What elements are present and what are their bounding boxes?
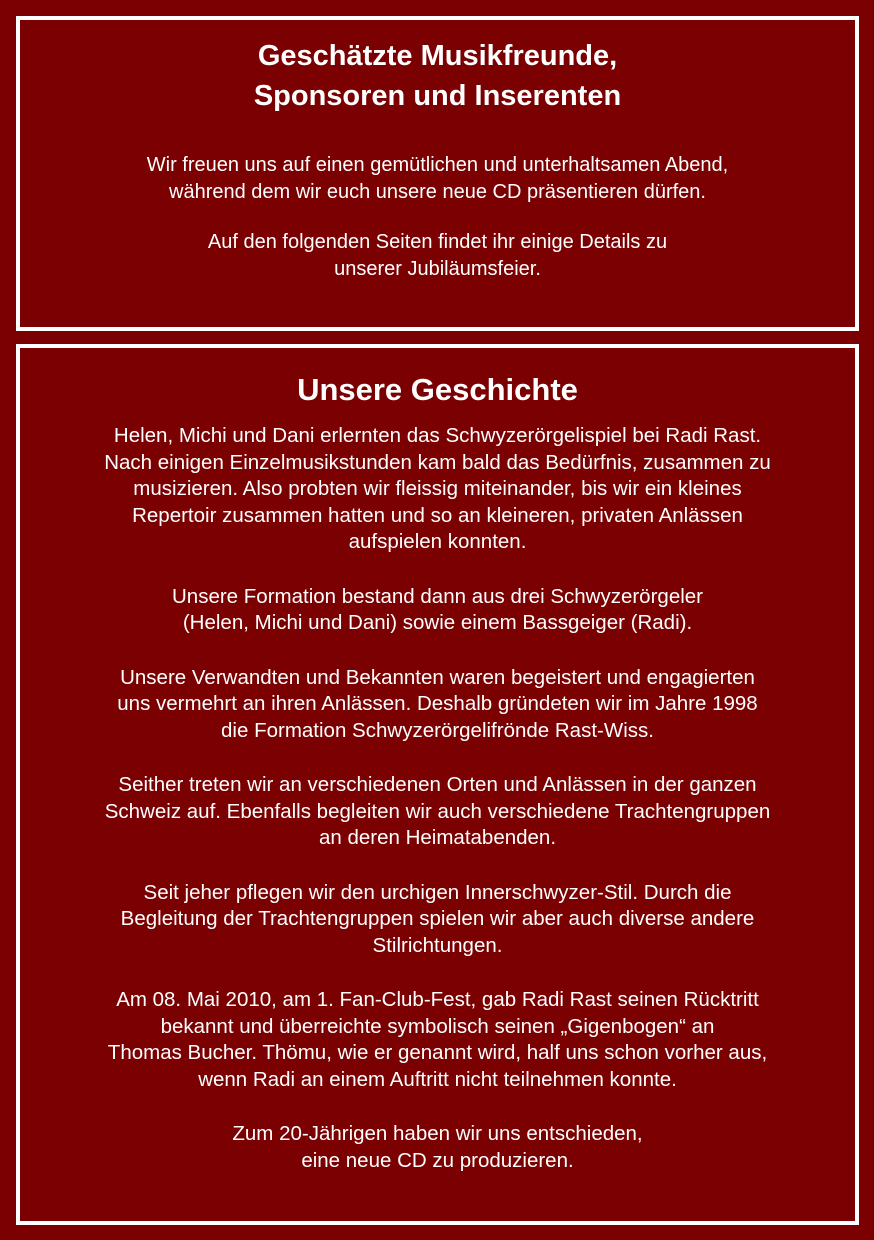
text-line: Schweiz auf. Ebenfalls begleiten wir auch verschiedene Trachtengruppen: [104, 799, 771, 823]
history-paragraph: [20, 880, 855, 960]
history-paragraph: [20, 423, 855, 556]
text-line: (Helen, Michi und Dani) sowie einem Bassgeiger (Radi).: [182, 611, 693, 634]
text-line: Seit jeher pflegen wir den urchigen Innerschwyzer-Stil. Durch die: [143, 880, 732, 904]
text-line: Stilrichtungen.: [372, 933, 503, 957]
text-line: während dem wir euch unsere neue CD präsentieren dürfen.: [169, 181, 706, 203]
text-line: wenn Radi an einem Auftritt nicht teilnehmen konnte.: [198, 1067, 677, 1091]
history-paragraph: [20, 987, 855, 1093]
text-line: Zum 20-Jährigen haben wir uns entschieden,: [232, 1122, 643, 1145]
greeting-title-line: Sponsoren und Inserenten: [253, 80, 622, 112]
history-panel: [16, 344, 859, 1225]
text-line: Unsere Formation bestand dann aus drei Schwyzerörgeler: [172, 584, 703, 608]
greeting-paragraph: [20, 152, 855, 206]
history-paragraph: [20, 665, 855, 745]
text-line: musizieren. Also probten wir fleissig miteinander, bis wir ein kleines: [133, 477, 742, 500]
greeting-body: [20, 152, 855, 283]
text-line: bekannt und überreichte symbolisch seinen „Gigenbogen“ an: [160, 1014, 715, 1038]
greeting-title-line: Geschätzte Musikfreunde,: [257, 40, 618, 72]
greeting-panel: [16, 16, 859, 331]
text-line: die Formation Schwyzerörgelifrönde Rast-Wiss.: [221, 718, 654, 742]
history-paragraph: [20, 772, 855, 852]
text-line: eine neue CD zu produzieren.: [301, 1148, 574, 1172]
text-line: Helen, Michi und Dani erlernten das Schwyzerörgelispiel bei Radi Rast.: [113, 424, 762, 447]
text-line: aufspielen konnten.: [348, 530, 527, 553]
text-line: Repertoir zusammen hatten und so an kleineren, privaten Anlässen: [132, 503, 743, 527]
text-line: Nach einigen Einzelmusikstunden kam bald das Bedürfnis, zusammen zu: [104, 450, 771, 474]
history-paragraph: [20, 584, 855, 637]
text-line: Wir freuen uns auf einen gemütlichen und unterhaltsamen Abend,: [146, 154, 729, 176]
history-paragraph: [20, 1121, 855, 1174]
history-title: Unsere Geschichte: [297, 372, 578, 407]
text-line: Am 08. Mai 2010, am 1. Fan-Club-Fest, gab Radi Rast seinen Rücktritt: [116, 988, 759, 1011]
text-line: Unsere Verwandten und Bekannten waren begeistert und engagierten: [120, 665, 755, 689]
text-line: uns vermehrt an ihren Anlässen. Deshalb gründeten wir im Jahre 1998: [117, 692, 758, 715]
history-body: [20, 423, 855, 1174]
text-line: Seither treten wir an verschiedenen Orten und Anlässen in der ganzen: [118, 773, 757, 796]
text-line: unserer Jubiläumsfeier.: [334, 258, 541, 280]
text-line: Thomas Bucher. Thömu, wie er genannt wird, half uns schon vorher aus,: [107, 1041, 768, 1064]
greeting-paragraph: [20, 229, 855, 283]
text-line: Begleitung der Trachtengruppen spielen wir aber auch diverse andere: [120, 907, 755, 930]
text-line: an deren Heimatabenden.: [318, 826, 557, 849]
text-line: Auf den folgenden Seiten findet ihr einige Details zu: [207, 231, 668, 253]
greeting-title: [20, 36, 855, 116]
